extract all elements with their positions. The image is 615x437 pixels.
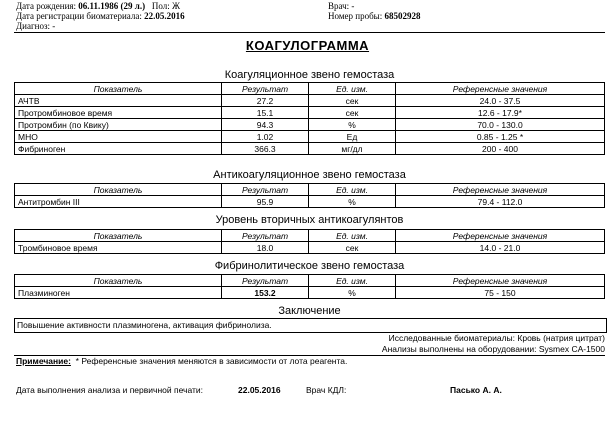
doctor-label: Врач: <box>328 1 350 11</box>
diagnosis-label: Диагноз: <box>16 21 51 31</box>
row-reference: 24.0 - 37.5 <box>396 95 605 107</box>
col-indicator: Показатель <box>15 230 222 242</box>
col-unit: Ед. изм. <box>309 184 396 196</box>
row-result: 94.3 <box>222 119 309 131</box>
row-result: 153.2 <box>222 287 309 299</box>
row-name: Тромбиновое время <box>15 242 222 254</box>
registration-date-label: Дата регистрации биоматериала: <box>16 11 142 21</box>
registration-date-value: 22.05.2016 <box>144 11 185 21</box>
secondary-anticoagulants-table <box>14 229 605 254</box>
conclusion-box <box>14 318 607 333</box>
conclusion-title: Заключение <box>278 305 341 317</box>
col-unit: Ед. изм. <box>309 230 396 242</box>
table-row <box>15 119 605 131</box>
table-header-row <box>15 83 605 95</box>
row-name: Протромбиновое время <box>15 107 222 119</box>
note-text: * Референсные значения меняются в зависимости от лота реагента. <box>75 356 348 366</box>
row-unit: мг/дл <box>309 143 396 155</box>
sample-number-value: 68502928 <box>384 11 421 21</box>
row-unit: сек <box>309 95 396 107</box>
header-divider <box>14 32 605 33</box>
row-result: 15.1 <box>222 107 309 119</box>
row-result: 18.0 <box>222 242 309 254</box>
row-result: 366.3 <box>222 143 309 155</box>
row-unit: сек <box>309 107 396 119</box>
kdl-doctor-name: Пасько А. А. <box>450 385 502 395</box>
row-reference: 12.6 - 17.9* <box>396 107 605 119</box>
col-indicator: Показатель <box>15 184 222 196</box>
row-reference: 79.4 - 112.0 <box>396 196 605 208</box>
table-row <box>15 131 605 143</box>
birth-date-line <box>16 1 180 11</box>
section-title-fibrinolysis: Фибринолитическое звено гемостаза <box>214 260 405 272</box>
table-row <box>15 95 605 107</box>
birth-date-label: Дата рождения: <box>16 1 77 11</box>
note-label: Примечание: <box>16 356 71 366</box>
doctor-value: - <box>351 1 355 11</box>
coagulation-table <box>14 82 605 155</box>
col-indicator: Показатель <box>15 83 222 95</box>
row-reference: 200 - 400 <box>396 143 605 155</box>
diagnosis-line <box>16 21 55 31</box>
fibrinolysis-table <box>14 274 605 299</box>
row-reference: 70.0 - 130.0 <box>396 119 605 131</box>
table-row <box>15 143 605 155</box>
col-result: Результат <box>222 230 309 242</box>
sample-number-label: Номер пробы: <box>328 11 383 21</box>
row-unit: % <box>309 287 396 299</box>
col-indicator: Показатель <box>15 275 222 287</box>
kdl-doctor-label: Врач КДЛ: <box>306 385 347 395</box>
col-result: Результат <box>222 83 309 95</box>
sample-number-line <box>328 11 420 21</box>
row-unit: сек <box>309 242 396 254</box>
row-name: Антитромбин III <box>15 196 222 208</box>
row-result: 95.9 <box>222 196 309 208</box>
table-row <box>15 107 605 119</box>
row-name: Протромбин (по Квику) <box>15 119 222 131</box>
anticoagulation-table <box>14 183 605 208</box>
table-row <box>15 287 605 299</box>
row-result: 1.02 <box>222 131 309 143</box>
table-header-row <box>15 230 605 242</box>
col-reference: Референсные значения <box>396 275 605 287</box>
row-unit: Ед <box>309 131 396 143</box>
analysis-date-label: Дата выполнения анализа и первичной печати: <box>16 385 203 395</box>
equipment-note: Анализы выполнены на оборудовании: Sysmex CA-1500 <box>381 344 605 354</box>
row-name: Фибриноген <box>15 143 222 155</box>
col-reference: Референсные значения <box>396 83 605 95</box>
table-header-row <box>15 184 605 196</box>
birth-date-value: 06.11.1986 (29 л.) <box>78 1 146 11</box>
col-unit: Ед. изм. <box>309 275 396 287</box>
row-reference: 75 - 150 <box>396 287 605 299</box>
section-title-coagulation: Коагуляционное звено гемостаза <box>224 69 395 81</box>
sex-label: Пол: <box>151 1 170 11</box>
row-unit: % <box>309 196 396 208</box>
col-result: Результат <box>222 275 309 287</box>
diagnosis-value: - <box>52 21 56 31</box>
row-name: Плазминоген <box>15 287 222 299</box>
conclusion-text: Повышение активности плазминогена, активация фибринолиза. <box>17 320 272 330</box>
row-name: МНО <box>15 131 222 143</box>
row-name: АЧТВ <box>15 95 222 107</box>
note-line <box>16 356 347 366</box>
sex-value: Ж <box>171 1 181 11</box>
section-title-anticoagulation: Антикоагуляционное звено гемостаза <box>213 169 406 181</box>
table-row <box>15 196 605 208</box>
biomaterial-note: Исследованные биоматериалы: Кровь (натрия цитрат) <box>388 333 605 343</box>
table-row <box>15 242 605 254</box>
row-result: 27.2 <box>222 95 309 107</box>
registration-date-line <box>16 11 185 21</box>
row-reference: 0.85 - 1.25 * <box>396 131 605 143</box>
col-reference: Референсные значения <box>396 184 605 196</box>
doctor-line <box>328 1 354 11</box>
document-title: КОАГУЛОГРАММА <box>245 38 370 53</box>
col-unit: Ед. изм. <box>309 83 396 95</box>
analysis-date-value: 22.05.2016 <box>238 385 281 395</box>
col-result: Результат <box>222 184 309 196</box>
col-reference: Референсные значения <box>396 230 605 242</box>
row-reference: 14.0 - 21.0 <box>396 242 605 254</box>
section-title-secondary-anticoagulants: Уровень вторичных антикоагулянтов <box>215 214 404 226</box>
row-unit: % <box>309 119 396 131</box>
table-header-row <box>15 275 605 287</box>
